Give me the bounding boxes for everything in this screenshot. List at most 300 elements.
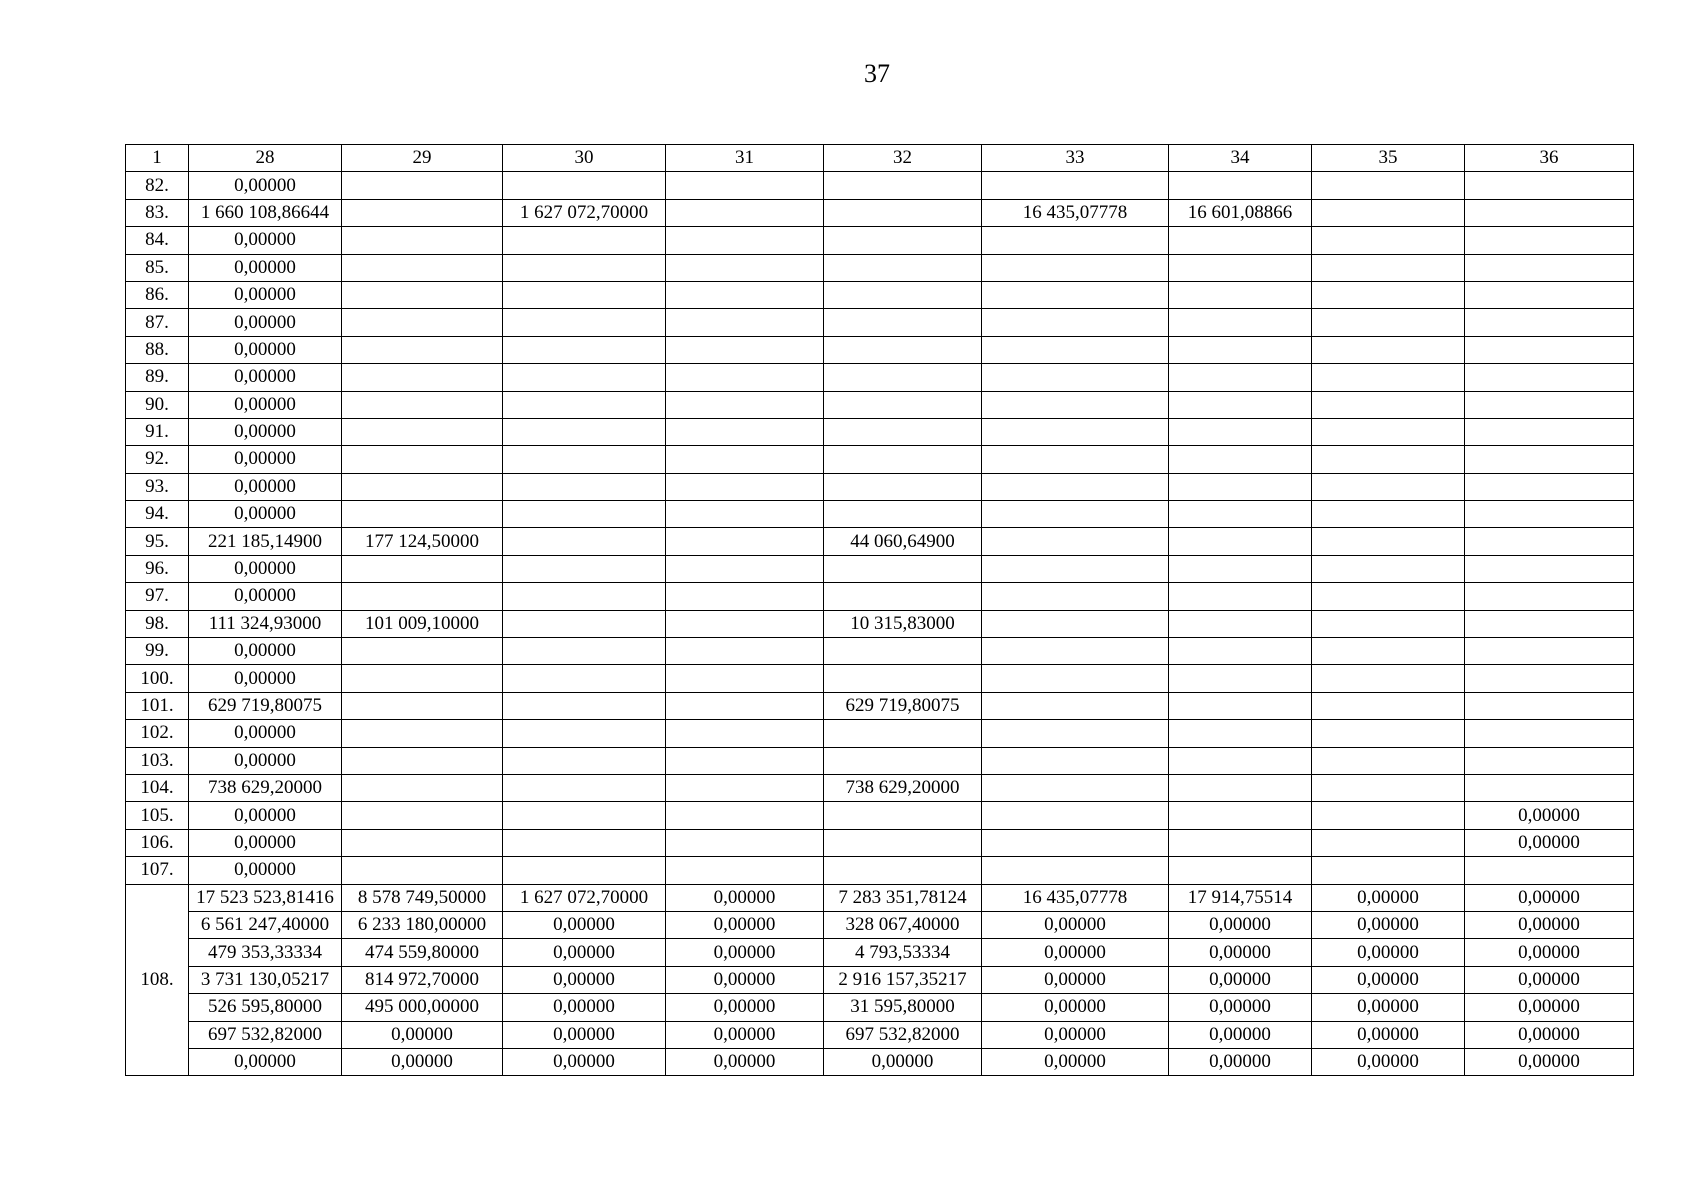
header-cell: 35 bbox=[1312, 145, 1465, 172]
table-cell bbox=[824, 254, 982, 281]
table-row bbox=[126, 364, 1634, 391]
row-number: 106. bbox=[126, 829, 189, 856]
table-cell bbox=[1312, 336, 1465, 363]
summary-cell: 6 561 247,40000 bbox=[189, 911, 342, 938]
table-cell bbox=[982, 391, 1169, 418]
table-cell bbox=[666, 172, 824, 199]
table-cell: 1 627 072,70000 bbox=[503, 199, 666, 226]
table-cell: 44 060,64900 bbox=[824, 528, 982, 555]
row-number: 100. bbox=[126, 665, 189, 692]
table-cell bbox=[342, 227, 503, 254]
table-cell bbox=[1465, 665, 1634, 692]
table-cell bbox=[1465, 583, 1634, 610]
summary-cell: 0,00000 bbox=[666, 994, 824, 1021]
summary-cell: 1 627 072,70000 bbox=[503, 884, 666, 911]
table-row bbox=[126, 227, 1634, 254]
table-cell: 0,00000 bbox=[189, 364, 342, 391]
table-cell bbox=[1169, 692, 1312, 719]
table-cell bbox=[503, 391, 666, 418]
table-cell bbox=[982, 774, 1169, 801]
table-header bbox=[126, 145, 1634, 172]
table-cell bbox=[982, 829, 1169, 856]
table-cell bbox=[1465, 391, 1634, 418]
table-cell bbox=[1465, 857, 1634, 884]
table-cell bbox=[1465, 446, 1634, 473]
summary-cell: 0,00000 bbox=[503, 966, 666, 993]
table-row bbox=[126, 172, 1634, 199]
row-number: 92. bbox=[126, 446, 189, 473]
table-cell: 0,00000 bbox=[189, 829, 342, 856]
table-cell bbox=[1465, 774, 1634, 801]
table-cell: 0,00000 bbox=[189, 254, 342, 281]
table-cell: 0,00000 bbox=[189, 309, 342, 336]
table-cell bbox=[982, 692, 1169, 719]
table-cell bbox=[503, 172, 666, 199]
table-cell bbox=[1169, 281, 1312, 308]
table-cell bbox=[1169, 309, 1312, 336]
summary-cell: 17 523 523,81416 bbox=[189, 884, 342, 911]
row-number: 83. bbox=[126, 199, 189, 226]
table-cell bbox=[824, 829, 982, 856]
summary-cell: 0,00000 bbox=[1465, 994, 1634, 1021]
summary-cell: 0,00000 bbox=[1465, 1021, 1634, 1048]
table-row bbox=[126, 747, 1634, 774]
table-cell bbox=[982, 254, 1169, 281]
table-cell bbox=[1169, 418, 1312, 445]
table-cell bbox=[1169, 802, 1312, 829]
table-cell bbox=[342, 418, 503, 445]
table-cell bbox=[1312, 501, 1465, 528]
table-cell bbox=[342, 172, 503, 199]
table-row bbox=[126, 857, 1634, 884]
table-cell bbox=[824, 199, 982, 226]
table-cell bbox=[982, 747, 1169, 774]
summary-cell: 16 435,07778 bbox=[982, 884, 1169, 911]
table-cell bbox=[342, 720, 503, 747]
header-cell: 1 bbox=[126, 145, 189, 172]
table-cell: 0,00000 bbox=[189, 665, 342, 692]
table-cell bbox=[342, 692, 503, 719]
table-cell: 0,00000 bbox=[1465, 802, 1634, 829]
table-cell bbox=[503, 336, 666, 363]
table-cell bbox=[503, 473, 666, 500]
table-cell bbox=[1169, 254, 1312, 281]
table-cell bbox=[1312, 446, 1465, 473]
row-number: 91. bbox=[126, 418, 189, 445]
table-cell bbox=[666, 692, 824, 719]
table-cell bbox=[503, 528, 666, 555]
table-cell bbox=[666, 857, 824, 884]
summary-row-number: 108. bbox=[126, 884, 189, 1076]
table-cell bbox=[342, 364, 503, 391]
row-number: 101. bbox=[126, 692, 189, 719]
table-cell bbox=[982, 720, 1169, 747]
table-cell bbox=[503, 418, 666, 445]
summary-cell: 0,00000 bbox=[982, 966, 1169, 993]
table-cell bbox=[342, 473, 503, 500]
summary-cell: 0,00000 bbox=[982, 939, 1169, 966]
row-number: 90. bbox=[126, 391, 189, 418]
table-cell bbox=[1312, 473, 1465, 500]
table-cell bbox=[342, 829, 503, 856]
row-number: 93. bbox=[126, 473, 189, 500]
table-cell bbox=[666, 665, 824, 692]
table-cell bbox=[666, 391, 824, 418]
row-number: 97. bbox=[126, 583, 189, 610]
table-cell: 0,00000 bbox=[189, 281, 342, 308]
table-cell bbox=[1465, 747, 1634, 774]
table-cell bbox=[1169, 665, 1312, 692]
table-cell: 0,00000 bbox=[189, 336, 342, 363]
table-cell bbox=[982, 802, 1169, 829]
table-cell bbox=[1312, 857, 1465, 884]
table-cell bbox=[666, 638, 824, 665]
table-row bbox=[126, 199, 1634, 226]
summary-cell: 0,00000 bbox=[1169, 1048, 1312, 1075]
table-cell bbox=[824, 665, 982, 692]
table-row bbox=[126, 720, 1634, 747]
table-row bbox=[126, 391, 1634, 418]
table-cell bbox=[503, 802, 666, 829]
header-row bbox=[126, 145, 1634, 172]
table-cell bbox=[1169, 227, 1312, 254]
table-row bbox=[126, 418, 1634, 445]
summary-cell: 0,00000 bbox=[1169, 966, 1312, 993]
table-cell bbox=[824, 227, 982, 254]
table-cell bbox=[982, 364, 1169, 391]
summary-cell: 6 233 180,00000 bbox=[342, 911, 503, 938]
table-cell bbox=[1465, 528, 1634, 555]
header-cell: 36 bbox=[1465, 145, 1634, 172]
table-row bbox=[126, 336, 1634, 363]
table-cell bbox=[1312, 774, 1465, 801]
table-cell bbox=[666, 774, 824, 801]
table-row bbox=[126, 254, 1634, 281]
table-cell: 0,00000 bbox=[189, 172, 342, 199]
table-cell bbox=[503, 829, 666, 856]
table-cell bbox=[503, 309, 666, 336]
table-cell: 0,00000 bbox=[189, 391, 342, 418]
table-cell bbox=[1312, 227, 1465, 254]
table-cell bbox=[1312, 281, 1465, 308]
row-number: 95. bbox=[126, 528, 189, 555]
table-cell: 101 009,10000 bbox=[342, 610, 503, 637]
row-number: 89. bbox=[126, 364, 189, 391]
table-cell bbox=[982, 528, 1169, 555]
table-cell bbox=[342, 391, 503, 418]
header-cell: 31 bbox=[666, 145, 824, 172]
table-cell: 738 629,20000 bbox=[189, 774, 342, 801]
table-cell bbox=[1169, 364, 1312, 391]
summary-cell: 8 578 749,50000 bbox=[342, 884, 503, 911]
table-cell bbox=[666, 720, 824, 747]
table-cell bbox=[824, 391, 982, 418]
table-cell: 0,00000 bbox=[189, 583, 342, 610]
table-cell bbox=[982, 583, 1169, 610]
table-cell bbox=[342, 199, 503, 226]
table-cell bbox=[503, 281, 666, 308]
table-cell bbox=[1169, 720, 1312, 747]
table-cell: 0,00000 bbox=[189, 555, 342, 582]
summary-cell: 0,00000 bbox=[824, 1048, 982, 1075]
table-cell bbox=[1169, 446, 1312, 473]
table-cell: 0,00000 bbox=[189, 857, 342, 884]
table-cell bbox=[1312, 665, 1465, 692]
summary-cell: 0,00000 bbox=[1465, 884, 1634, 911]
summary-cell: 697 532,82000 bbox=[824, 1021, 982, 1048]
table-cell bbox=[666, 802, 824, 829]
table-cell bbox=[824, 583, 982, 610]
table-cell bbox=[982, 857, 1169, 884]
summary-cell: 526 595,80000 bbox=[189, 994, 342, 1021]
summary-cell: 0,00000 bbox=[666, 911, 824, 938]
table-cell bbox=[1465, 720, 1634, 747]
summary-cell: 0,00000 bbox=[503, 911, 666, 938]
table-cell bbox=[1465, 281, 1634, 308]
table-row bbox=[126, 309, 1634, 336]
table-cell: 10 315,83000 bbox=[824, 610, 982, 637]
summary-cell: 328 067,40000 bbox=[824, 911, 982, 938]
summary-cell: 0,00000 bbox=[342, 1021, 503, 1048]
table-cell bbox=[1169, 747, 1312, 774]
row-number: 86. bbox=[126, 281, 189, 308]
table-cell bbox=[1169, 829, 1312, 856]
table-cell bbox=[824, 281, 982, 308]
table-cell bbox=[982, 610, 1169, 637]
table-row bbox=[126, 638, 1634, 665]
table-cell bbox=[824, 364, 982, 391]
table-cell bbox=[666, 829, 824, 856]
summary-cell: 0,00000 bbox=[1312, 884, 1465, 911]
table-cell bbox=[503, 610, 666, 637]
summary-cell: 0,00000 bbox=[666, 966, 824, 993]
table-row bbox=[126, 829, 1634, 856]
table-cell bbox=[503, 555, 666, 582]
table-cell bbox=[982, 227, 1169, 254]
table-cell bbox=[1312, 802, 1465, 829]
table-cell bbox=[1312, 555, 1465, 582]
table-cell bbox=[824, 802, 982, 829]
table-row bbox=[126, 528, 1634, 555]
summary-cell: 0,00000 bbox=[503, 994, 666, 1021]
table-cell bbox=[1169, 391, 1312, 418]
table-row bbox=[126, 501, 1634, 528]
row-number: 87. bbox=[126, 309, 189, 336]
table-row bbox=[126, 583, 1634, 610]
table-cell bbox=[666, 501, 824, 528]
table-row bbox=[126, 555, 1634, 582]
table-cell bbox=[982, 555, 1169, 582]
header-cell: 34 bbox=[1169, 145, 1312, 172]
table-cell bbox=[1312, 309, 1465, 336]
table-cell bbox=[1169, 473, 1312, 500]
table-cell: 0,00000 bbox=[189, 473, 342, 500]
table-cell bbox=[342, 336, 503, 363]
table-cell bbox=[824, 747, 982, 774]
table-cell bbox=[1169, 555, 1312, 582]
table-cell bbox=[1312, 254, 1465, 281]
summary-cell: 0,00000 bbox=[503, 939, 666, 966]
summary-cell: 2 916 157,35217 bbox=[824, 966, 982, 993]
table-cell: 16 435,07778 bbox=[982, 199, 1169, 226]
table-cell bbox=[1465, 336, 1634, 363]
table-cell bbox=[342, 665, 503, 692]
table-cell: 0,00000 bbox=[189, 501, 342, 528]
page-number: 37 bbox=[864, 59, 890, 88]
summary-cell: 814 972,70000 bbox=[342, 966, 503, 993]
table-cell bbox=[1312, 528, 1465, 555]
table-cell bbox=[1312, 610, 1465, 637]
table-cell: 111 324,93000 bbox=[189, 610, 342, 637]
summary-cell: 0,00000 bbox=[342, 1048, 503, 1075]
table-cell bbox=[503, 857, 666, 884]
row-number: 102. bbox=[126, 720, 189, 747]
row-number: 88. bbox=[126, 336, 189, 363]
table-cell bbox=[666, 473, 824, 500]
table-row bbox=[126, 281, 1634, 308]
table-cell bbox=[666, 281, 824, 308]
table-cell bbox=[1465, 227, 1634, 254]
summary-cell: 0,00000 bbox=[982, 911, 1169, 938]
summary-cell: 479 353,33334 bbox=[189, 939, 342, 966]
table-cell bbox=[342, 281, 503, 308]
summary-row bbox=[126, 994, 1634, 1021]
row-number: 99. bbox=[126, 638, 189, 665]
table-cell: 1 660 108,86644 bbox=[189, 199, 342, 226]
header-cell: 28 bbox=[189, 145, 342, 172]
table-body bbox=[126, 172, 1634, 1076]
summary-row bbox=[126, 939, 1634, 966]
table-cell bbox=[503, 227, 666, 254]
table-row bbox=[126, 802, 1634, 829]
table-cell bbox=[1169, 172, 1312, 199]
table-cell bbox=[824, 501, 982, 528]
summary-cell: 7 283 351,78124 bbox=[824, 884, 982, 911]
table-cell bbox=[666, 747, 824, 774]
table-row bbox=[126, 446, 1634, 473]
summary-cell: 0,00000 bbox=[1465, 911, 1634, 938]
table-cell bbox=[342, 583, 503, 610]
table-cell: 629 719,80075 bbox=[824, 692, 982, 719]
row-number: 104. bbox=[126, 774, 189, 801]
table-cell bbox=[1465, 199, 1634, 226]
table-cell bbox=[342, 774, 503, 801]
table-cell bbox=[1169, 336, 1312, 363]
table-cell bbox=[1465, 172, 1634, 199]
table-cell bbox=[666, 610, 824, 637]
table-cell bbox=[1312, 720, 1465, 747]
summary-cell: 0,00000 bbox=[1169, 1021, 1312, 1048]
table-row bbox=[126, 692, 1634, 719]
table-cell bbox=[666, 309, 824, 336]
table-cell bbox=[503, 446, 666, 473]
summary-cell: 4 793,53334 bbox=[824, 939, 982, 966]
row-number: 105. bbox=[126, 802, 189, 829]
table-cell bbox=[1312, 364, 1465, 391]
table-cell bbox=[1465, 501, 1634, 528]
summary-cell: 0,00000 bbox=[1465, 1048, 1634, 1075]
table-cell bbox=[824, 418, 982, 445]
summary-cell: 0,00000 bbox=[1169, 994, 1312, 1021]
table-cell bbox=[824, 172, 982, 199]
table-cell bbox=[1465, 473, 1634, 500]
table-cell bbox=[1465, 555, 1634, 582]
table-cell bbox=[1465, 638, 1634, 665]
table-cell bbox=[1465, 309, 1634, 336]
table-cell bbox=[1312, 199, 1465, 226]
table-cell bbox=[1312, 692, 1465, 719]
table-cell bbox=[1169, 610, 1312, 637]
table-cell bbox=[982, 418, 1169, 445]
header-cell: 30 bbox=[503, 145, 666, 172]
header-cell: 32 bbox=[824, 145, 982, 172]
table-cell bbox=[503, 364, 666, 391]
table-cell bbox=[982, 336, 1169, 363]
table-cell bbox=[342, 309, 503, 336]
summary-row bbox=[126, 1048, 1634, 1075]
summary-cell: 0,00000 bbox=[1312, 994, 1465, 1021]
table-cell bbox=[666, 528, 824, 555]
summary-cell: 17 914,75514 bbox=[1169, 884, 1312, 911]
summary-row bbox=[126, 1021, 1634, 1048]
table-cell bbox=[342, 638, 503, 665]
table-row bbox=[126, 665, 1634, 692]
data-table bbox=[125, 144, 1634, 1076]
header-cell: 33 bbox=[982, 145, 1169, 172]
table-cell bbox=[824, 336, 982, 363]
table-cell: 0,00000 bbox=[189, 747, 342, 774]
summary-cell: 0,00000 bbox=[1169, 939, 1312, 966]
table-cell bbox=[1169, 528, 1312, 555]
summary-cell: 0,00000 bbox=[1169, 911, 1312, 938]
summary-cell: 0,00000 bbox=[982, 1021, 1169, 1048]
table-cell bbox=[1169, 857, 1312, 884]
table-cell bbox=[1312, 638, 1465, 665]
table-cell bbox=[1312, 172, 1465, 199]
row-number: 98. bbox=[126, 610, 189, 637]
table-cell bbox=[824, 857, 982, 884]
table-cell bbox=[824, 446, 982, 473]
summary-row bbox=[126, 884, 1634, 911]
summary-cell: 0,00000 bbox=[1465, 966, 1634, 993]
table-cell bbox=[1312, 747, 1465, 774]
table-cell bbox=[982, 665, 1169, 692]
table-cell bbox=[342, 747, 503, 774]
summary-cell: 0,00000 bbox=[666, 1048, 824, 1075]
table-cell bbox=[982, 172, 1169, 199]
table-cell bbox=[1312, 418, 1465, 445]
table-cell: 629 719,80075 bbox=[189, 692, 342, 719]
summary-cell: 0,00000 bbox=[1312, 1021, 1465, 1048]
summary-row bbox=[126, 966, 1634, 993]
table-cell bbox=[824, 720, 982, 747]
table-cell bbox=[342, 555, 503, 582]
table-cell bbox=[1312, 583, 1465, 610]
table-cell bbox=[1465, 254, 1634, 281]
summary-cell: 0,00000 bbox=[666, 884, 824, 911]
table-cell bbox=[982, 446, 1169, 473]
table-cell bbox=[503, 583, 666, 610]
row-number: 94. bbox=[126, 501, 189, 528]
table-cell bbox=[1169, 774, 1312, 801]
summary-cell: 0,00000 bbox=[503, 1021, 666, 1048]
table-cell bbox=[503, 501, 666, 528]
table-cell bbox=[503, 720, 666, 747]
table-cell bbox=[666, 418, 824, 445]
table-row bbox=[126, 610, 1634, 637]
summary-cell: 0,00000 bbox=[666, 1021, 824, 1048]
table-cell bbox=[1465, 610, 1634, 637]
